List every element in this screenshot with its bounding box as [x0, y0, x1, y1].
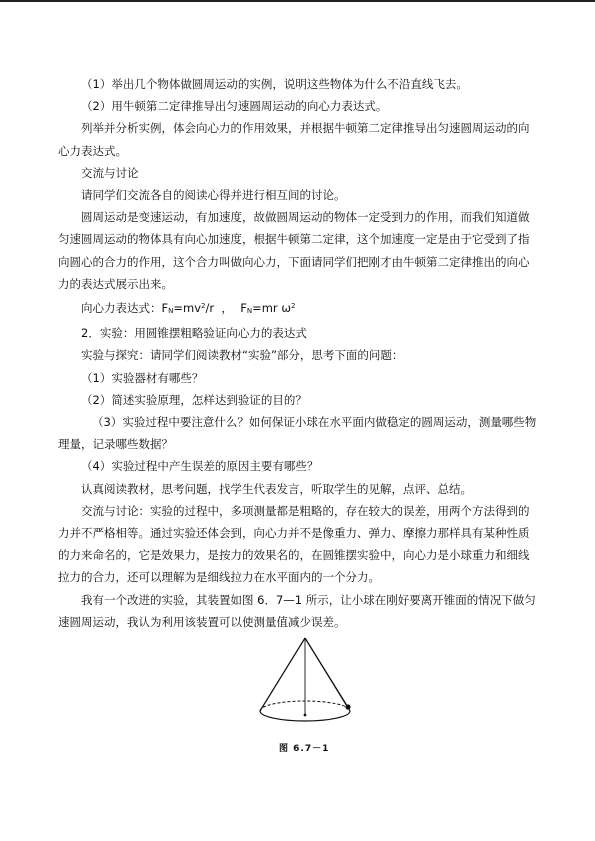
experiment-question-2: （2）简述实验原理，怎样达到验证的目的？	[81, 392, 307, 407]
paragraph-analysis: 列举并分析实例，体会向心力的作用效果，并根据牛顿第二定律推导出匀速圆周运动的向心力表达式。	[58, 121, 530, 158]
experiment-question-3: （3）实验过程中要注意什么？如何保证小球在水平面内做稳定的圆周运动，测量哪些物理量，记录哪些数据？	[58, 415, 537, 452]
paragraph-circular-motion: 圆周运动是变速运动，有加速度，故做圆周运动的物体一定受到力的作用，而我们知道做匀速圆周运动的物体具有向心加速度，根据牛顿第二定律，这个加速度一定是由于它受到了指向圆心的合力的作用，这个合力叫做向心力，下面请同学们把刚才由牛顿第二定律推出的向心力的表达式展示出来。	[58, 210, 530, 291]
header-rule	[0, 0, 595, 2]
pendulum-string	[305, 638, 348, 707]
section-heading-discussion: 交流与讨论	[81, 165, 139, 180]
experiment-question-1: （1）实验器材有哪些？	[81, 370, 204, 385]
base-center-dot	[304, 714, 307, 717]
paragraph-read-textbook: 认真阅读教材，思考问题，找学生代表发言，听取学生的见解，点评、总结。	[81, 481, 472, 496]
pendulum-ball	[345, 704, 350, 709]
paragraph-discussion-intro: 请同学们交流各自的阅读心得并进行相互间的讨论。	[81, 188, 346, 203]
figure-caption: 图 6.7－1	[279, 744, 330, 754]
question-1: （1）举出几个物体做圆周运动的实例，说明这些物体为什么不沿直线飞去。	[81, 77, 468, 91]
cone-left-edge	[260, 638, 305, 711]
experiment-question-4: （4）实验过程中产生误差的原因主要有哪些？	[81, 459, 319, 474]
document-body	[58, 73, 538, 633]
conical-pendulum-figure	[250, 635, 360, 730]
paragraph-experiment-discussion: 交流与讨论：实验的过程中，多项测量都是粗略的，存在较大的误差，用两个方法得到的力并不严格相等。通过实验还体会到，向心力并不是像重力、弹力、摩擦力那样具有某种性质的力来命名的，它是效果力，是按力的效果名的，在圆锥摆实验中，向心力是小球重力和细线拉力的合力，还可以理解为是细线拉力在水平面内的一个分力。	[58, 503, 530, 585]
centripetal-force-formula: 向心力表达式：$F_N=mv^2/r$ ， $F_N=mr$ $\omega^2$	[81, 301, 296, 316]
paragraph-improved-experiment: 我有一个改进的实验，其装置如图 6．7—1 所示，让小球在刚好要离开锥面的情况下做匀速圆周运动，我认为利用该装置可以使测量值减少误差。	[58, 592, 536, 629]
section-heading-experiment: 2．实验：用圆锥摆粗略验证向心力的表达式	[81, 326, 307, 341]
question-2: （2）用牛顿第二定律推导出匀速圆周运动的向心力表达式。	[81, 99, 388, 114]
paragraph-experiment-inquiry: 实验与探究：请同学们阅读教材“实验”部分，思考下面的问题：	[81, 348, 404, 363]
